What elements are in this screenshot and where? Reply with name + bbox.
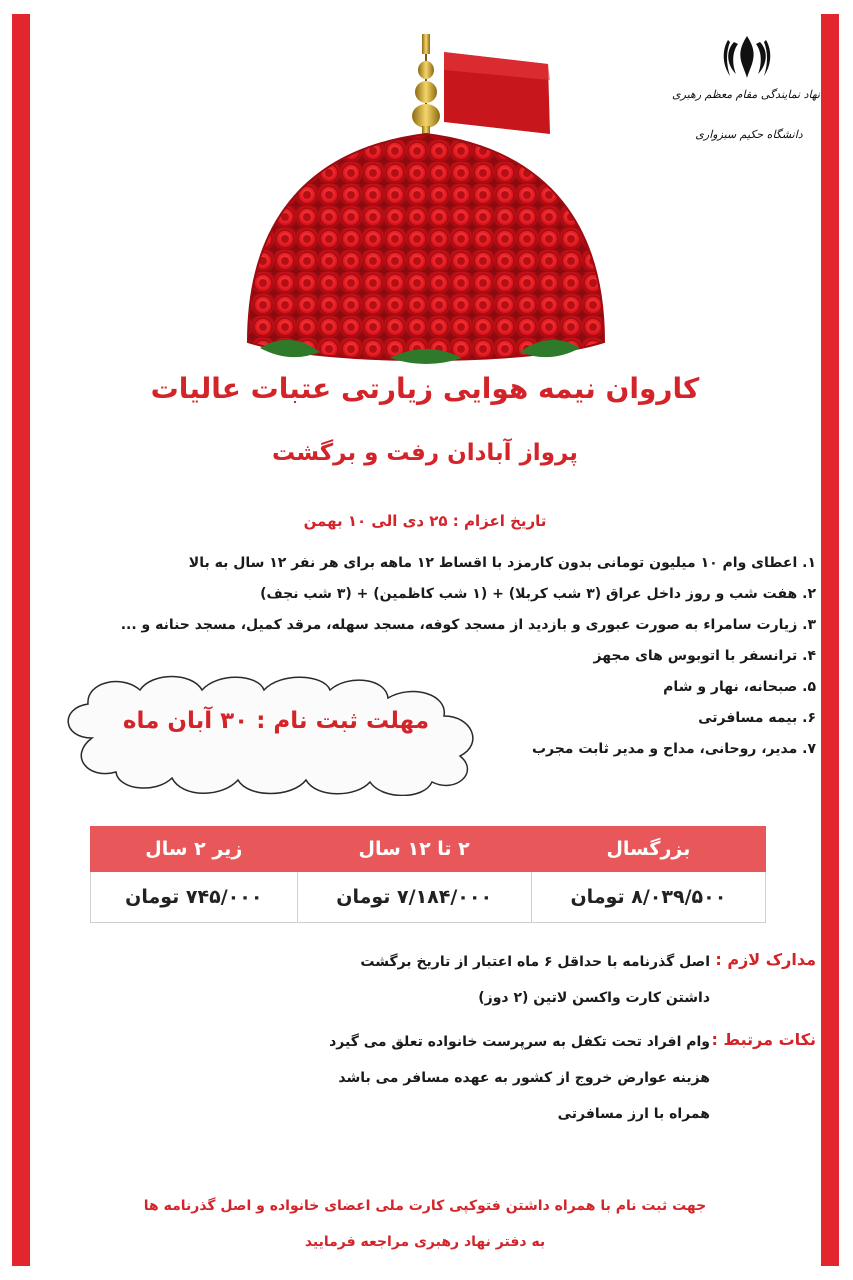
poster xyxy=(30,0,820,1280)
registration-instructions xyxy=(30,1188,820,1260)
feature-item: ۴. ترانسفر با اتوبوس های مجهز xyxy=(593,648,816,664)
price-infant: ۷۴۵/۰۰۰ تومان xyxy=(91,872,298,923)
required-documents-label: مدارک لازم : xyxy=(715,950,816,969)
footer-line-1: جهت ثبت نام با همراه داشتن فتوکپی کارت ملی اعضای خانواده و اصل گذرنامه ها xyxy=(143,1198,707,1214)
header-infant: زیر ۲ سال xyxy=(91,827,298,872)
note-line: هزینه عوارض خروج از کشور به عهده مسافر می باشد xyxy=(338,1070,710,1086)
iran-emblem-icon xyxy=(720,34,774,80)
feature-item: ۵. صبحانه، نهار و شام xyxy=(663,679,816,695)
footer-line-2: به دفتر نهاد رهبری مراجعه فرمایید xyxy=(304,1234,546,1250)
departure-date: تاریخ اعزام : ۲۵ دی الی ۱۰ بهمن xyxy=(303,512,547,530)
rose-dome-illustration xyxy=(230,30,610,370)
price-adult: ۸/۰۳۹/۵۰۰ تومان xyxy=(531,872,765,923)
header-adult: بزرگسال xyxy=(531,827,765,872)
price-child: ۷/۱۸۴/۰۰۰ تومان xyxy=(297,872,531,923)
registration-deadline: مهلت ثبت نام : ۳۰ آبان ماه xyxy=(122,708,430,734)
price-table xyxy=(90,826,766,923)
subtitle: پرواز آبادان رفت و برگشت xyxy=(272,440,578,466)
main-title: کاروان نیمه هوایی زیارتی عتبات عالیات xyxy=(150,372,700,405)
org-name-line-1: نهاد نمایندگی مقام معظم رهبری xyxy=(672,88,820,101)
header-child: ۲ تا ۱۲ سال xyxy=(297,827,531,872)
feature-item: ۶. بیمه مسافرتی xyxy=(698,710,816,726)
feature-item: ۲. هفت شب و روز داخل عراق (۳ شب کربلا) + (۱ شب کاظمین) + (۳ شب نجف) xyxy=(260,586,816,602)
required-documents-lines xyxy=(360,944,710,1016)
note-line: همراه با ارز مسافرتی xyxy=(557,1106,710,1122)
document-line: داشتن کارت واکسن لاتین (۲ دوز) xyxy=(478,990,710,1006)
note-line: وام افراد تحت تکفل به سرپرست خانواده تعلق می گیرد xyxy=(329,1034,710,1050)
left-frame-bar xyxy=(12,14,30,1266)
price-table-header xyxy=(91,827,766,872)
org-name-line-2: دانشگاه حکیم سبزواری xyxy=(695,128,803,141)
feature-item: ۱. اعطای وام ۱۰ میلیون تومانی بدون کارمزد با اقساط ۱۲ ماهه برای هر نفر ۱۲ سال به بالا xyxy=(188,555,816,571)
feature-item: ۳. زیارت سامراء به صورت عبوری و بازدید از مسجد کوفه، مسجد سهله، مرقد کمیل، مسجد حنانه و ... xyxy=(120,617,816,633)
related-notes-label: نکات مرتبط : xyxy=(711,1030,816,1049)
right-frame-bar xyxy=(821,14,839,1266)
price-table-row xyxy=(91,872,766,923)
feature-item: ۷. مدیر، روحانی، مداح و مدیر ثابت مجرب xyxy=(531,741,816,757)
related-notes-lines xyxy=(329,1024,710,1132)
document-line: اصل گذرنامه با حداقل ۶ ماه اعتبار از تاریخ برگشت xyxy=(360,954,710,970)
